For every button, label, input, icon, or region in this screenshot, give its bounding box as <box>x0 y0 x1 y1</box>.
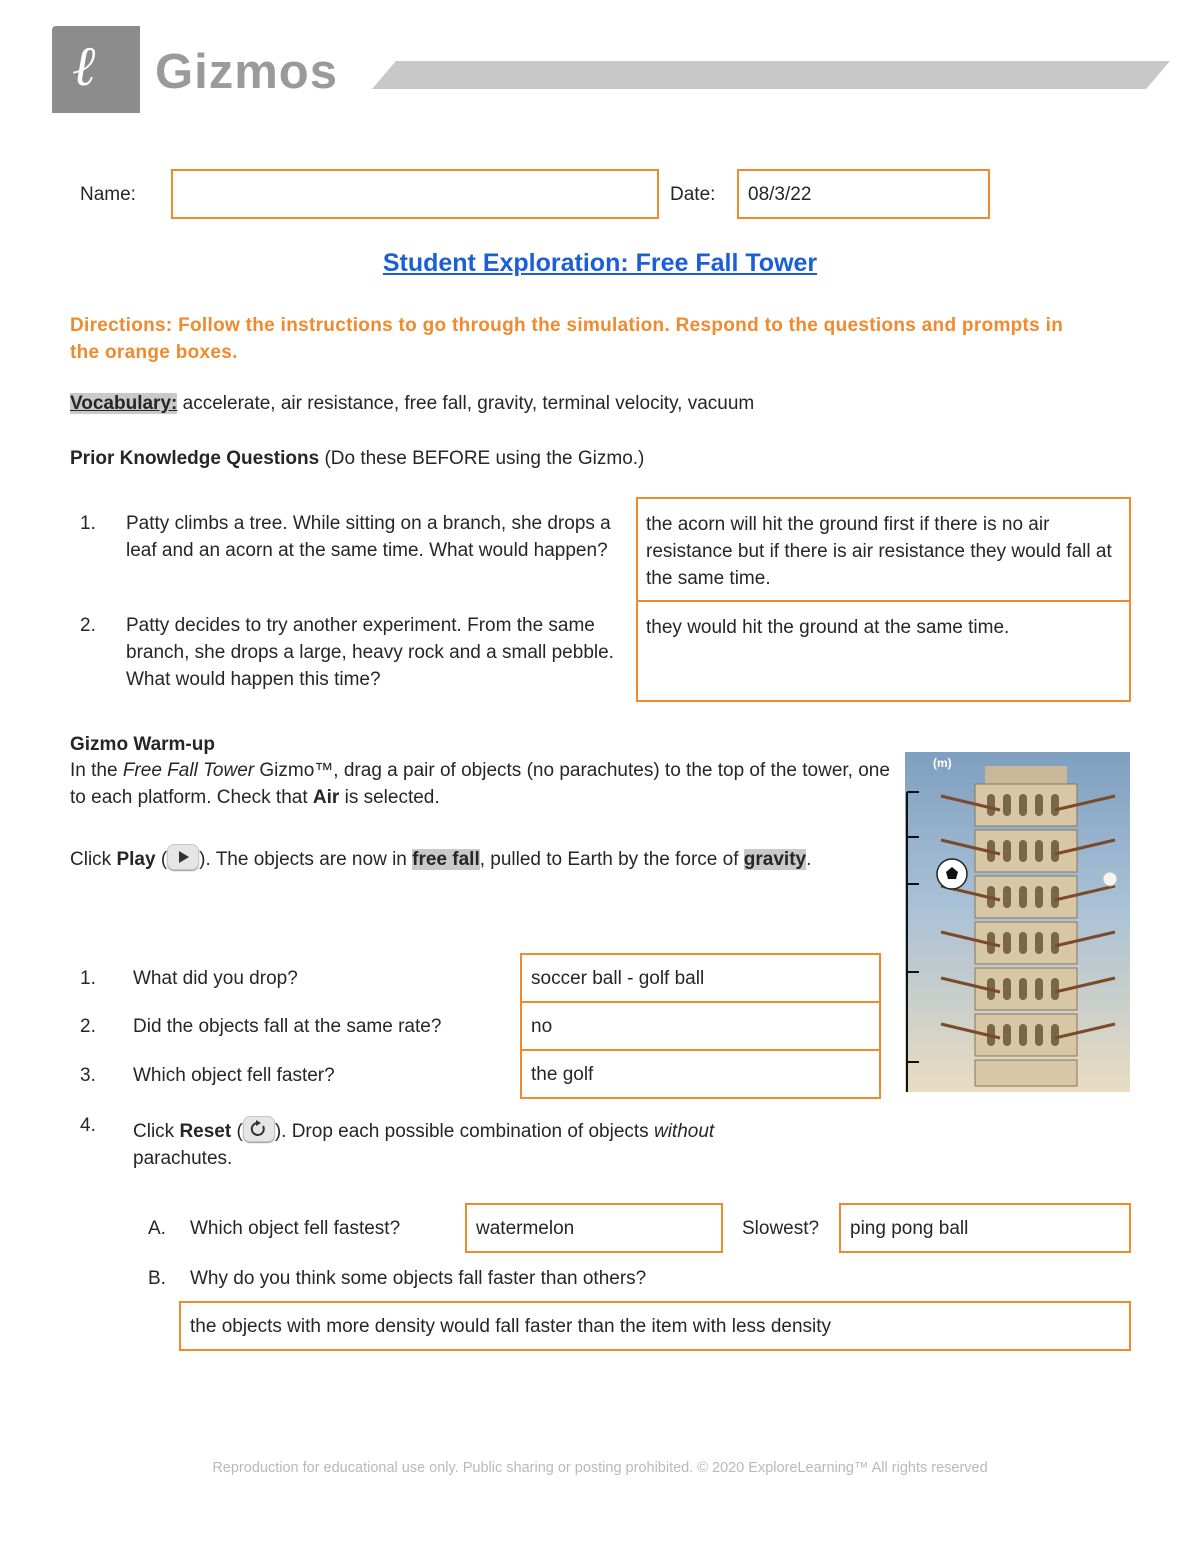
wu-q1-text: What did you drop? <box>133 968 298 989</box>
wu-q1-number: 1. <box>80 968 96 989</box>
date-value: 08/3/22 <box>748 184 812 205</box>
vocabulary-terms: accelerate, air resistance, free fall, gravity, terminal velocity, vacuum <box>182 393 755 414</box>
q4b-text: Why do you think some objects fall faster than others? <box>190 1268 647 1289</box>
q4b-letter: B. <box>148 1268 166 1289</box>
tower-drawing <box>905 752 1130 1092</box>
q4b-answer: the objects with more density would fall faster than the item with less density <box>190 1316 832 1337</box>
pk-q2-answer-box[interactable] <box>636 600 1131 702</box>
warmup-heading: Gizmo Warm-up <box>70 734 215 755</box>
q4-without: without <box>653 1121 715 1142</box>
q4-c: ). Drop each possible combination of objects <box>274 1121 654 1142</box>
wu-q3-answer-box[interactable] <box>520 1049 881 1099</box>
free-fall-tower-image <box>905 752 1130 1092</box>
tower-scale-label: (m) <box>933 756 952 770</box>
pk-q2-text: Patty decides to try another experiment. From the same branch, she drops a large, heavy rock and a small pebble. What would happen this time? <box>126 615 614 690</box>
prior-knowledge-note: (Do these BEFORE using the Gizmo.) <box>324 448 645 469</box>
header-bar <box>372 61 1170 89</box>
wp2-c: ). The objects are now in <box>199 849 413 870</box>
pk-q1-text: Patty climbs a tree. While sitting on a branch, she drops a leaf and an acorn at the same time. What would happen? <box>126 513 611 561</box>
wp1-b: Gizmo™, drag a pair of objects (no parachutes) to the top of the tower, one to each platform. Check that <box>70 760 890 808</box>
wu-q4-text <box>133 1118 813 1172</box>
warmup-paragraph-2 <box>70 846 870 873</box>
prior-knowledge-heading <box>70 445 644 472</box>
pk-q1-number: 1. <box>80 513 96 534</box>
wu-q2-answer-box[interactable] <box>520 1001 881 1051</box>
wu-q4-number: 4. <box>80 1115 96 1136</box>
pk-q2-answer: they would hit the ground at the same time. <box>646 617 1010 638</box>
slowest-answer-box[interactable] <box>839 1203 1131 1253</box>
warmup-paragraph-1 <box>70 757 900 811</box>
page-title: Student Exploration: Free Fall Tower <box>382 249 818 277</box>
wp2-play: Play <box>116 849 156 870</box>
wu-q3-number: 3. <box>80 1065 96 1086</box>
wu-q3-answer: the golf <box>531 1064 594 1085</box>
directions: Directions: Follow the instructions to go through the simulation. Respond to the questions and prompts in the orange boxes. <box>70 315 1064 363</box>
slowest-answer: ping pong ball <box>850 1218 969 1239</box>
prior-knowledge-title: Prior Knowledge Questions <box>70 448 320 469</box>
wp2-b: ( <box>155 849 168 870</box>
q4-a: Click <box>133 1121 180 1142</box>
wu-q1-answer-box[interactable] <box>520 953 881 1003</box>
date-field[interactable] <box>737 169 990 219</box>
wp2-a: Click <box>70 849 117 870</box>
wp2-gravity: gravity <box>743 849 807 870</box>
q4-reset: Reset <box>179 1121 232 1142</box>
wp1-gizmo-name: Free Fall Tower <box>122 760 255 781</box>
wp2-free-fall: free fall <box>412 849 480 870</box>
date-label: Date: <box>670 184 716 205</box>
wu-q3-text: Which object fell faster? <box>133 1065 335 1086</box>
pk-q1-answer-box[interactable] <box>636 497 1131 603</box>
wu-q2-number: 2. <box>80 1016 96 1037</box>
q4a-text: Which object fell fastest? <box>190 1218 401 1239</box>
wp1-c: is selected. <box>339 787 440 808</box>
slowest-label: Slowest? <box>742 1218 820 1239</box>
logo-glyph: ℓ <box>72 34 96 99</box>
wp1-air: Air <box>312 787 340 808</box>
name-field[interactable] <box>171 169 659 219</box>
q4-d: parachutes. <box>133 1148 233 1169</box>
reset-button-icon <box>243 1116 275 1142</box>
wp2-e: . <box>806 849 812 870</box>
wu-q2-answer: no <box>531 1016 553 1037</box>
play-button-icon <box>167 844 199 870</box>
wu-q2-text: Did the objects fall at the same rate? <box>133 1016 442 1037</box>
footer-copyright: Reproduction for educational use only. Public sharing or posting prohibited. © 2020 ExploreLearning™ All rights reserved <box>212 1460 988 1476</box>
vocabulary-label: Vocabulary: <box>70 393 178 414</box>
vocabulary-line <box>70 390 754 417</box>
fastest-answer-box[interactable] <box>465 1203 723 1253</box>
name-label: Name: <box>80 184 136 205</box>
wu-q1-answer: soccer ball - golf ball <box>531 968 705 989</box>
pk-q2-number: 2. <box>80 615 96 636</box>
explorelearning-logo <box>52 26 140 113</box>
q4-b: ( <box>231 1121 243 1142</box>
wp1-a: In the <box>70 760 123 781</box>
wp2-d: , pulled to Earth by the force of <box>479 849 744 870</box>
pk-q1-answer: the acorn will hit the ground first if there is no air resistance but if there is air resistance they would fall at the same time. <box>646 514 1112 589</box>
brand-name: Gizmos <box>155 45 338 99</box>
q4b-answer-box[interactable] <box>179 1301 1131 1351</box>
q4a-letter: A. <box>148 1218 166 1239</box>
fastest-answer: watermelon <box>476 1218 575 1239</box>
